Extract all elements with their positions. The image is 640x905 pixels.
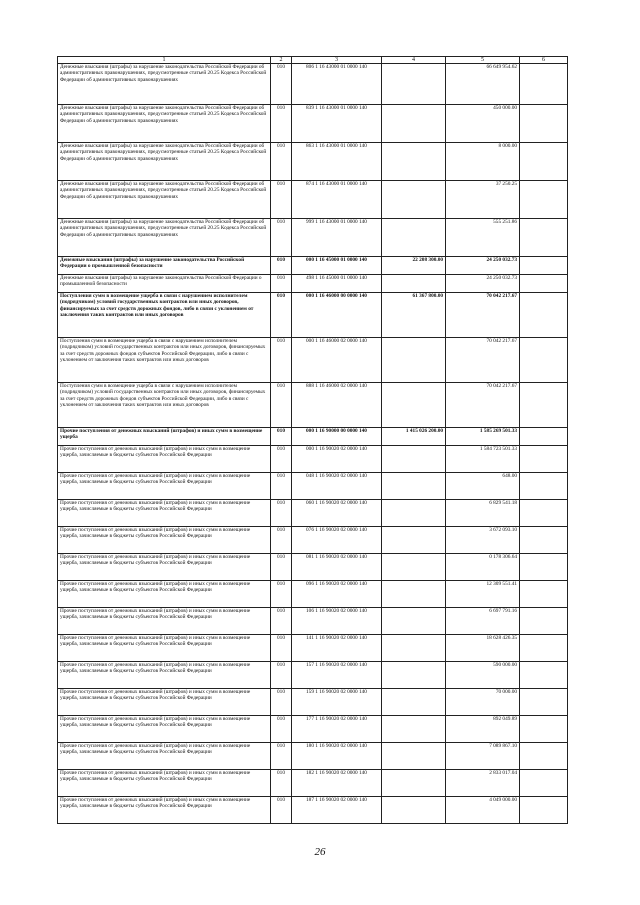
row-code-cell: 010 xyxy=(271,383,292,428)
row-name-cell: Прочие поступления от денежных взысканий (штрафов) и иных сумм в возмещение ущерба xyxy=(58,428,271,446)
row-name-cell: Прочие поступления от денежных взысканий (штрафов) и иных сумм в возмещение ущерба, зачисляемые в бюджеты субъектов Российской Федерации xyxy=(58,743,271,770)
row-name-cell: Прочие поступления от денежных взысканий (штрафов) и иных сумм в возмещение ущерба, зачисляемые в бюджеты субъектов Российской Федерации xyxy=(58,716,271,743)
row-name-cell: Поступления сумм в возмещение ущерба в связи с нарушением исполнителем (подрядчиком) условий государственных контрактов или иных договоров, финансируемых за счет средств дорожных фондов, либо в связи с уклонением от заключения таких контрактов или иных договоров xyxy=(58,293,271,338)
row-code-cell: 010 xyxy=(271,581,292,608)
row-kbk-cell: 000 1 16 90000 00 0000 140 xyxy=(292,428,382,446)
row-code-cell: 010 xyxy=(271,143,292,181)
row-kbk-cell: 187 1 16 90020 02 0000 140 xyxy=(292,797,382,824)
table-row xyxy=(58,275,568,293)
row-kbk-cell: 106 1 16 90020 02 0000 140 xyxy=(292,608,382,635)
row-kbk-cell: 888 1 16 46000 02 0000 140 xyxy=(292,383,382,428)
row-name-cell: Денежные взыскания (штрафы) за нарушение законодательства Российской Федерации об административных правонарушениях, предусмотренные статьей 20.25 Кодекса Российской Федерации об административных правонарушениях xyxy=(58,143,271,181)
header-row xyxy=(58,57,568,64)
row-name-cell: Прочие поступления от денежных взысканий (штрафов) и иных сумм в возмещение ущерба, зачисляемые в бюджеты субъектов Российской Федерации xyxy=(58,446,271,473)
row-percent-cell xyxy=(520,554,568,581)
row-plan-cell xyxy=(382,338,446,383)
table-body xyxy=(58,57,568,824)
row-percent-cell xyxy=(520,105,568,143)
row-code-cell: 010 xyxy=(271,635,292,662)
row-percent-cell xyxy=(520,219,568,257)
row-kbk-cell: 096 1 16 90020 02 0000 140 xyxy=(292,581,382,608)
row-kbk-cell: 060 1 16 90020 02 0000 140 xyxy=(292,500,382,527)
row-kbk-cell: 048 1 16 90020 02 0000 140 xyxy=(292,473,382,500)
row-percent-cell xyxy=(520,446,568,473)
row-code-cell: 010 xyxy=(271,662,292,689)
row-code-cell: 010 xyxy=(271,500,292,527)
row-fact-cell: 450 000.00 xyxy=(446,105,520,143)
row-fact-cell: 1 585 269 501.33 xyxy=(446,428,520,446)
row-fact-cell: 2 833 017.04 xyxy=(446,770,520,797)
row-fact-cell: 590 000.00 xyxy=(446,662,520,689)
row-kbk-cell: 874 1 16 43000 01 0000 140 xyxy=(292,181,382,219)
table-row xyxy=(58,64,568,105)
row-plan-cell xyxy=(382,581,446,608)
row-plan-cell xyxy=(382,219,446,257)
row-percent-cell xyxy=(520,608,568,635)
table-row xyxy=(58,608,568,635)
table-row xyxy=(58,257,568,275)
row-percent-cell xyxy=(520,293,568,338)
row-kbk-cell: 076 1 16 90020 02 0000 140 xyxy=(292,527,382,554)
row-percent-cell xyxy=(520,527,568,554)
row-plan-cell xyxy=(382,662,446,689)
table-row xyxy=(58,383,568,428)
table-row xyxy=(58,105,568,143)
row-code-cell: 010 xyxy=(271,428,292,446)
row-fact-cell: 6 697 791.16 xyxy=(446,608,520,635)
table-row xyxy=(58,446,568,473)
row-percent-cell xyxy=(520,275,568,293)
row-fact-cell: 18 628 426.35 xyxy=(446,635,520,662)
row-plan-cell xyxy=(382,64,446,105)
row-name-cell: Прочие поступления от денежных взысканий (штрафов) и иных сумм в возмещение ущерба, зачисляемые в бюджеты субъектов Российской Федерации xyxy=(58,581,271,608)
table-row xyxy=(58,662,568,689)
table-row xyxy=(58,473,568,500)
row-plan-cell xyxy=(382,383,446,428)
page-number: 26 xyxy=(314,846,326,858)
row-code-cell: 010 xyxy=(271,770,292,797)
row-kbk-cell: 000 1 16 90020 02 0000 140 xyxy=(292,446,382,473)
row-plan-cell xyxy=(382,554,446,581)
header-cell-percent: 6 xyxy=(520,57,568,64)
row-kbk-cell: 839 1 16 43000 01 0000 140 xyxy=(292,105,382,143)
row-fact-cell: 1 584 723 501.33 xyxy=(446,446,520,473)
row-name-cell: Прочие поступления от денежных взысканий (штрафов) и иных сумм в возмещение ущерба, зачисляемые в бюджеты субъектов Российской Федерации xyxy=(58,554,271,581)
row-percent-cell xyxy=(520,797,568,824)
row-plan-cell xyxy=(382,608,446,635)
row-plan-cell xyxy=(382,743,446,770)
row-name-cell: Денежные взыскания (штрафы) за нарушение законодательства Российской Федерации об административных правонарушениях, предусмотренные статьей 20.25 Кодекса Российской Федерации об административных правонарушениях xyxy=(58,181,271,219)
row-fact-cell: 70 042 217.67 xyxy=(446,338,520,383)
row-name-cell: Прочие поступления от денежных взысканий (штрафов) и иных сумм в возмещение ущерба, зачисляемые в бюджеты субъектов Российской Федерации xyxy=(58,770,271,797)
row-kbk-cell: 000 1 16 45000 01 0000 140 xyxy=(292,257,382,275)
row-code-cell: 010 xyxy=(271,181,292,219)
row-fact-cell: 70 042 217.67 xyxy=(446,383,520,428)
row-percent-cell xyxy=(520,428,568,446)
row-name-cell: Прочие поступления от денежных взысканий (штрафов) и иных сумм в возмещение ущерба, зачисляемые в бюджеты субъектов Российской Федерации xyxy=(58,689,271,716)
row-code-cell: 010 xyxy=(271,554,292,581)
row-name-cell: Поступления сумм в возмещение ущерба в связи с нарушением исполнителем (подрядчиком) условий государственных контрактов или иных договоров, финансируемых за счет средств дорожных фондов субъектов Российской Федерации, либо в связи с уклонением от заключения таких контрактов или иных договоров xyxy=(58,383,271,428)
row-fact-cell: 24 250 032.73 xyxy=(446,257,520,275)
table-row xyxy=(58,293,568,338)
table-row xyxy=(58,219,568,257)
report-table-wrapper xyxy=(57,56,568,824)
row-fact-cell: 66 649 954.62 xyxy=(446,64,520,105)
row-percent-cell xyxy=(520,581,568,608)
table-row xyxy=(58,181,568,219)
row-percent-cell xyxy=(520,64,568,105)
row-percent-cell xyxy=(520,635,568,662)
row-plan-cell xyxy=(382,473,446,500)
row-name-cell: Прочие поступления от денежных взысканий (штрафов) и иных сумм в возмещение ущерба, зачисляемые в бюджеты субъектов Российской Федерации xyxy=(58,662,271,689)
row-percent-cell xyxy=(520,383,568,428)
header-cell-fact: 5 xyxy=(446,57,520,64)
revenue-report-table xyxy=(57,56,568,824)
row-percent-cell xyxy=(520,689,568,716)
row-code-cell: 010 xyxy=(271,338,292,383)
row-fact-cell: 648.00 xyxy=(446,473,520,500)
row-code-cell: 010 xyxy=(271,257,292,275)
row-kbk-cell: 000 1 16 46000 02 0000 140 xyxy=(292,338,382,383)
row-name-cell: Прочие поступления от денежных взысканий (штрафов) и иных сумм в возмещение ущерба, зачисляемые в бюджеты субъектов Российской Федерации xyxy=(58,797,271,824)
table-row xyxy=(58,797,568,824)
row-code-cell: 010 xyxy=(271,446,292,473)
row-name-cell: Денежные взыскания (штрафы) за нарушение законодательства Российской Федерации об административных правонарушениях, предусмотренные статьей 20.25 Кодекса Российской Федерации об административных правонарушениях xyxy=(58,219,271,257)
row-code-cell: 010 xyxy=(271,293,292,338)
row-kbk-cell: 180 1 16 90020 02 0000 140 xyxy=(292,743,382,770)
row-name-cell: Поступления сумм в возмещение ущерба в связи с нарушением исполнителем (подрядчиком) условий государственных контрактов или иных договоров, финансируемых за счет средств дорожных фондов субъектов Российской Федерации, либо в связи с уклонением от заключения таких контрактов или иных договоров xyxy=(58,338,271,383)
row-name-cell: Прочие поступления от денежных взысканий (штрафов) и иных сумм в возмещение ущерба, зачисляемые в бюджеты субъектов Российской Федерации xyxy=(58,527,271,554)
row-plan-cell xyxy=(382,770,446,797)
row-plan-cell xyxy=(382,716,446,743)
row-code-cell: 010 xyxy=(271,64,292,105)
row-percent-cell xyxy=(520,143,568,181)
row-name-cell: Денежные взыскания (штрафы) за нарушение законодательства Российской Федерации об административных правонарушениях, предусмотренные статьей 20.25 Кодекса Российской Федерации об административных правонарушениях xyxy=(58,105,271,143)
row-fact-cell: 70 042 217.67 xyxy=(446,293,520,338)
row-kbk-cell: 157 1 16 90020 02 0000 140 xyxy=(292,662,382,689)
row-code-cell: 010 xyxy=(271,689,292,716)
row-fact-cell: 6 829 541.18 xyxy=(446,500,520,527)
row-fact-cell: 3 672 093.10 xyxy=(446,527,520,554)
row-percent-cell xyxy=(520,181,568,219)
row-plan-cell xyxy=(382,181,446,219)
row-fact-cell: 12 309 551.41 xyxy=(446,581,520,608)
row-kbk-cell: 159 1 16 90020 02 0000 140 xyxy=(292,689,382,716)
table-row xyxy=(58,428,568,446)
table-row xyxy=(58,770,568,797)
row-percent-cell xyxy=(520,257,568,275)
row-plan-cell xyxy=(382,105,446,143)
table-row xyxy=(58,716,568,743)
row-percent-cell xyxy=(520,770,568,797)
row-code-cell: 010 xyxy=(271,743,292,770)
row-kbk-cell: 182 1 16 90020 02 0000 140 xyxy=(292,770,382,797)
row-plan-cell xyxy=(382,797,446,824)
row-percent-cell xyxy=(520,500,568,527)
row-fact-cell: 4 049 000.00 xyxy=(446,797,520,824)
row-fact-cell: 8 000.00 xyxy=(446,143,520,181)
row-fact-cell: 70 000.00 xyxy=(446,689,520,716)
row-fact-cell: 7 089 867.10 xyxy=(446,743,520,770)
row-fact-cell: 37 250.25 xyxy=(446,181,520,219)
row-plan-cell xyxy=(382,635,446,662)
row-code-cell: 010 xyxy=(271,716,292,743)
table-row xyxy=(58,581,568,608)
table-row xyxy=(58,338,568,383)
row-fact-cell: 892 049.89 xyxy=(446,716,520,743)
row-kbk-cell: 806 1 16 43000 01 0000 140 xyxy=(292,64,382,105)
row-kbk-cell: 000 1 16 46000 00 0000 140 xyxy=(292,293,382,338)
row-percent-cell xyxy=(520,473,568,500)
row-kbk-cell: 498 1 16 45000 01 0000 140 xyxy=(292,275,382,293)
table-row xyxy=(58,143,568,181)
table-row xyxy=(58,689,568,716)
row-name-cell: Прочие поступления от денежных взысканий (штрафов) и иных сумм в возмещение ущерба, зачисляемые в бюджеты субъектов Российской Федерации xyxy=(58,608,271,635)
row-code-cell: 010 xyxy=(271,527,292,554)
row-plan-cell xyxy=(382,689,446,716)
row-percent-cell xyxy=(520,662,568,689)
row-name-cell: Денежные взыскания (штрафы) за нарушение законодательства Российской Федерации о промышленной безопасности xyxy=(58,275,271,293)
row-percent-cell xyxy=(520,716,568,743)
row-plan-cell: 1 415 026 200.00 xyxy=(382,428,446,446)
table-row xyxy=(58,500,568,527)
row-plan-cell: 61 367 800.00 xyxy=(382,293,446,338)
row-kbk-cell: 081 1 16 90020 02 0000 140 xyxy=(292,554,382,581)
row-code-cell: 010 xyxy=(271,608,292,635)
row-kbk-cell: 863 1 16 43000 01 0000 140 xyxy=(292,143,382,181)
row-name-cell: Денежные взыскания (штрафы) за нарушение законодательства Российской Федерации о промышленной безопасности xyxy=(58,257,271,275)
header-cell-kbk: 3 xyxy=(292,57,382,64)
row-code-cell: 010 xyxy=(271,105,292,143)
row-code-cell: 010 xyxy=(271,275,292,293)
row-plan-cell xyxy=(382,275,446,293)
row-plan-cell xyxy=(382,500,446,527)
row-fact-cell: 24 250 032.73 xyxy=(446,275,520,293)
row-percent-cell xyxy=(520,338,568,383)
row-plan-cell xyxy=(382,527,446,554)
row-percent-cell xyxy=(520,743,568,770)
row-plan-cell: 22 208 300.00 xyxy=(382,257,446,275)
row-name-cell: Прочие поступления от денежных взысканий (штрафов) и иных сумм в возмещение ущерба, зачисляемые в бюджеты субъектов Российской Федерации xyxy=(58,473,271,500)
row-kbk-cell: 177 1 16 90020 02 0000 140 xyxy=(292,716,382,743)
row-code-cell: 010 xyxy=(271,797,292,824)
row-code-cell: 010 xyxy=(271,219,292,257)
row-name-cell: Прочие поступления от денежных взысканий (штрафов) и иных сумм в возмещение ущерба, зачисляемые в бюджеты субъектов Российской Федерации xyxy=(58,635,271,662)
row-name-cell: Прочие поступления от денежных взысканий (штрафов) и иных сумм в возмещение ущерба, зачисляемые в бюджеты субъектов Российской Федерации xyxy=(58,500,271,527)
header-cell-plan: 4 xyxy=(382,57,446,64)
row-plan-cell xyxy=(382,446,446,473)
row-kbk-cell: 141 1 16 90020 02 0000 140 xyxy=(292,635,382,662)
row-kbk-cell: 999 1 16 43000 01 0000 140 xyxy=(292,219,382,257)
table-row xyxy=(58,527,568,554)
row-code-cell: 010 xyxy=(271,473,292,500)
row-fact-cell: 0 178 306.64 xyxy=(446,554,520,581)
row-plan-cell xyxy=(382,143,446,181)
table-row xyxy=(58,554,568,581)
table-row xyxy=(58,743,568,770)
header-cell-name: 1 xyxy=(58,57,271,64)
header-cell-code: 2 xyxy=(271,57,292,64)
row-name-cell: Денежные взыскания (штрафы) за нарушение законодательства Российской Федерации об административных правонарушениях, предусмотренные статьей 20.25 Кодекса Российской Федерации об административных правонарушениях xyxy=(58,64,271,105)
table-row xyxy=(58,635,568,662)
row-fact-cell: 555 251.86 xyxy=(446,219,520,257)
